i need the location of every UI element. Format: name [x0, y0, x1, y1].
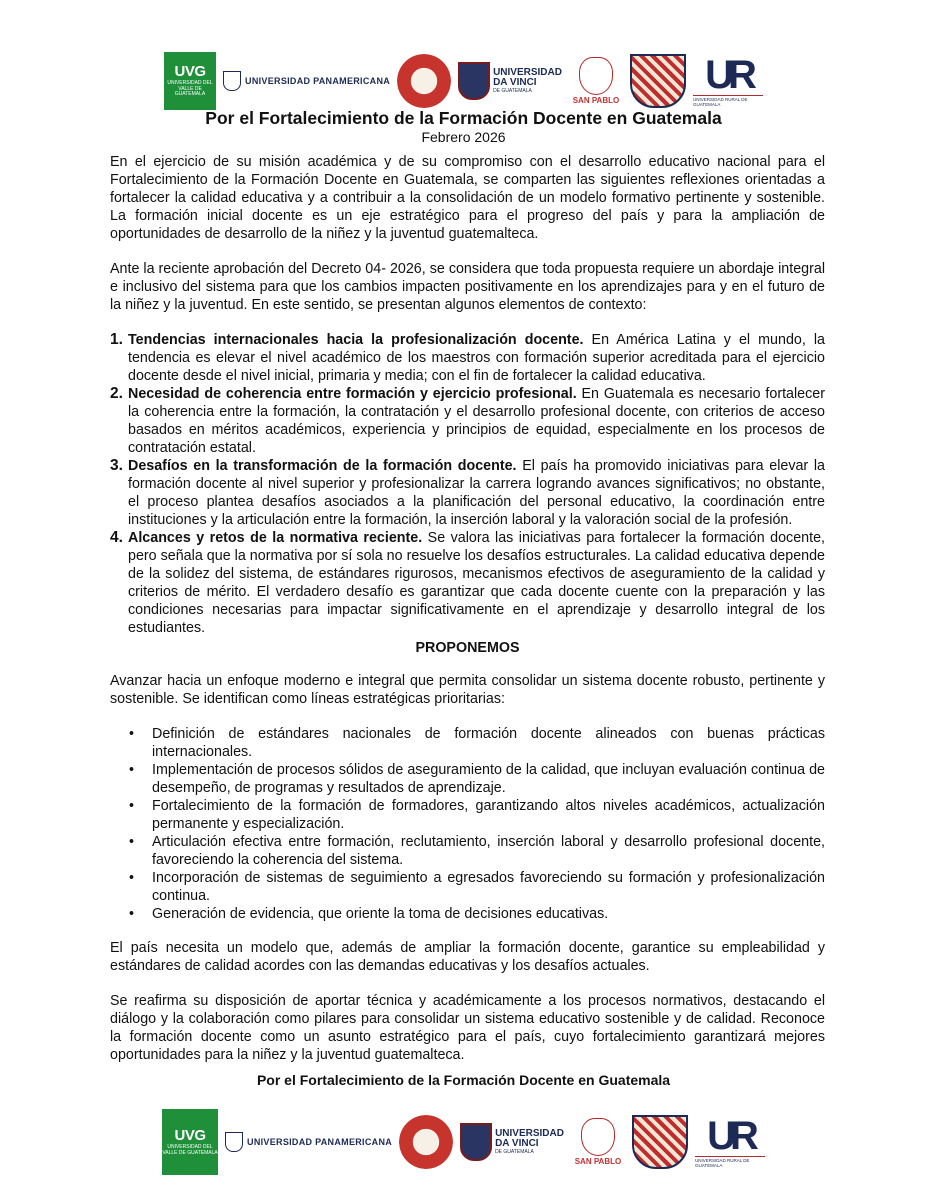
bullet-icon: • — [129, 762, 135, 778]
davinci-shield-icon — [460, 1123, 492, 1161]
logo-strip-top — [0, 52, 927, 110]
context-item — [110, 457, 825, 529]
uvg-logo — [164, 52, 216, 110]
san-pablo-logo — [569, 57, 623, 105]
san-pablo-logo-name: SAN PABLO — [572, 96, 620, 105]
list-item-text: Fortalecimiento de la formación de formadores, garantizando altos niveles académicos, actualización permanente y especialización. — [152, 798, 825, 832]
uvg-logo-mark: UVG — [174, 1127, 206, 1144]
davinci-line2: DA VINCI — [495, 1138, 539, 1150]
context-item-text: El país ha promovido iniciativas para elevar la formación docente al nivel superior y profesionalizar la carrera logrando avances significativos; no obstante, el proceso plantea desafíos asociados a la planificación del personal educativo, la coordinación entre instituciones y la articulación entre la formación, la inserción laboral y la valoración social de la profesión. — [128, 458, 825, 528]
list-item — [110, 761, 825, 797]
uvg-logo-name: UNIVERSIDAD DEL VALLE DE GUATEMALA — [162, 1144, 218, 1156]
list-item — [110, 725, 825, 761]
bullet-icon: • — [129, 870, 135, 886]
davinci-line2: DA VINCI — [493, 77, 537, 89]
list-item — [110, 905, 825, 923]
uvg-logo-name: UNIVERSIDAD DEL VALLE DE GUATEMALA — [167, 80, 213, 98]
istmo-seal-logo — [630, 54, 686, 108]
davinci-line3: DE GUATEMALA — [495, 1148, 534, 1155]
context-item-number: 3. — [110, 457, 123, 474]
rural-logo — [695, 1116, 765, 1168]
panamericana-logo-name: UNIVERSIDAD PANAMERICANA — [247, 1137, 393, 1147]
context-item-number: 4. — [110, 529, 123, 546]
closing-line: Por el Fortalecimiento de la Formación Docente en Guatemala — [256, 1072, 671, 1088]
panamericana-logo — [223, 71, 390, 91]
rural-logo-caption: UNIVERSIDAD RURAL DE GUATEMALA — [695, 1156, 765, 1168]
uvg-logo — [162, 1109, 218, 1175]
context-item-heading: Desafíos en la transformación de la formación docente. — [128, 458, 517, 474]
context-list — [110, 331, 825, 637]
mariano-galvez-seal-logo — [397, 54, 451, 108]
context-item — [110, 529, 825, 637]
san-pablo-logo-name: SAN PABLO — [574, 1157, 622, 1166]
list-item-text: Implementación de procesos sólidos de aseguramiento de la calidad, que incluyan evaluación continua de desempeño, de programas y resultados de aprendizaje. — [152, 762, 825, 796]
intro-paragraph-1: En el ejercicio de su misión académica y de su compromiso con el desarrollo educativo nacional para el Fortalecimiento de la Formación Docente en Guatemala, se comparten las siguientes reflexiones orientadas a fortalecer la calidad educativa y a contribuir a la consolidación de un modelo formativo pertinente y sostenible. La formación inicial docente es un eje estratégico para el progreso del país y para la ampliación de oportunidades de desarrollo de la niñez y la juventud guatemalteca. — [110, 154, 825, 242]
bullet-icon: • — [129, 834, 135, 850]
davinci-logo — [458, 62, 562, 100]
context-item-number: 1. — [110, 331, 123, 348]
document-body — [110, 153, 825, 1081]
context-item-text: En Guatemala es necesario fortalecer la coherencia entre la formación, la contratación y el desarrollo profesional docente, con criterios de acceso basados en méritos académicos, experiencia y principios de equidad, especialmente en los procesos de contratación estatal. — [128, 386, 825, 456]
san-pablo-logo — [571, 1118, 625, 1166]
document-date: Febrero 2026 — [421, 129, 506, 145]
list-item-text: Generación de evidencia, que oriente la toma de decisiones educativas. — [152, 906, 609, 922]
rural-logo-mark: UR — [707, 1114, 753, 1158]
davinci-shield-icon — [458, 62, 490, 100]
logo-strip-bottom — [0, 1108, 927, 1176]
context-item-text: Se valora las iniciativas para fortalecer la formación docente, pero señala que la normativa por sí sola no resuelve los desafíos estructurales. La calidad educativa depende de la solidez del sistema, de estándares rigurosos, mecanismos efectivos de aseguramiento de la calidad y criterios de mérito. El verdadero desafío es garantizar que cada docente cuente con la preparación y las condiciones necesarias para impactar significativamente en el aprendizaje y desarrollo integral de los estudiantes. — [128, 530, 826, 636]
rural-logo-caption: UNIVERSIDAD RURAL DE GUATEMALA — [693, 95, 763, 107]
context-item-number: 2. — [110, 385, 123, 402]
bullet-icon: • — [129, 906, 135, 922]
list-item — [110, 833, 825, 869]
context-item-heading: Necesidad de coherencia entre formación y ejercicio profesional. — [128, 386, 577, 402]
davinci-line1: UNIVERSIDAD — [493, 66, 562, 78]
san-pablo-crest-icon — [579, 57, 613, 95]
panamericana-emblem-icon — [225, 1132, 243, 1152]
strategic-lines-list — [110, 725, 825, 923]
bullet-icon: • — [129, 726, 135, 742]
rural-logo — [693, 55, 763, 107]
conclusion-paragraph-1: El país necesita un modelo que, además de ampliar la formación docente, garantice su empleabilidad y estándares de calidad acordes con las demandas educativas y los desafíos actuales. — [110, 940, 825, 974]
panamericana-logo — [225, 1132, 392, 1152]
conclusion-paragraph-2: Se reafirma su disposición de aportar técnica y académicamente a los procesos normativos, destacando el diálogo y la colaboración como pilares para consolidar un sistema educativo sostenible y de calidad. Reconoce la formación docente como un asunto estratégico para el país, cuyo fortalecimiento garantizará mejores oportunidades para la niñez y la juventud guatemalteca. — [110, 993, 825, 1063]
list-item-text: Articulación efectiva entre formación, reclutamiento, inserción laboral y desarrollo profesional docente, favoreciendo la coherencia del sistema. — [152, 834, 825, 868]
mariano-galvez-seal-logo — [399, 1115, 453, 1169]
list-item-text: Definición de estándares nacionales de formación docente alineados con buenas prácticas internacionales. — [152, 726, 825, 760]
davinci-line3: DE GUATEMALA — [493, 87, 532, 94]
context-item-text: En América Latina y el mundo, la tendencia es elevar el nivel académico de los maestros con formación superior acreditada para el ejercicio docente desde el nivel inicial, primaria y media; con el fin de fortalecer la calidad educativa. — [128, 332, 825, 384]
panamericana-emblem-icon — [223, 71, 241, 91]
list-item — [110, 797, 825, 833]
uvg-logo-mark: UVG — [174, 63, 206, 81]
istmo-seal-logo — [632, 1115, 688, 1169]
rural-logo-mark: UR — [705, 53, 751, 97]
list-item-text: Incorporación de sistemas de seguimiento a egresados favoreciendo su formación y profesionalización continua. — [152, 870, 825, 904]
context-item-heading: Tendencias internacionales hacia la profesionalización docente. — [128, 332, 584, 348]
panamericana-logo-name: UNIVERSIDAD PANAMERICANA — [245, 76, 391, 86]
davinci-logo — [460, 1123, 564, 1161]
proponemos-heading: PROPONEMOS — [415, 640, 520, 656]
davinci-line1: UNIVERSIDAD — [495, 1127, 564, 1139]
san-pablo-crest-icon — [581, 1118, 615, 1156]
context-item — [110, 385, 825, 457]
document-title: Por el Fortalecimiento de la Formación Docente en Guatemala — [205, 108, 722, 128]
context-item — [110, 331, 825, 385]
bullet-icon: • — [129, 798, 135, 814]
intro-paragraph-2: Ante la reciente aprobación del Decreto 04- 2026, se considera que toda propuesta requiere un abordaje integral e inclusivo del sistema para que los cambios impacten positivamente en los aprendizajes para y en el futuro de la niñez y la juventud. En este sentido, se presentan algunos elementos de contexto: — [110, 261, 825, 313]
list-item — [110, 869, 825, 905]
context-item-heading: Alcances y retos de la normativa reciente. — [128, 530, 423, 546]
proponemos-intro: Avanzar hacia un enfoque moderno e integral que permita consolidar un sistema docente robusto, pertinente y sostenible. Se identifican como líneas estratégicas prioritarias: — [110, 673, 825, 707]
